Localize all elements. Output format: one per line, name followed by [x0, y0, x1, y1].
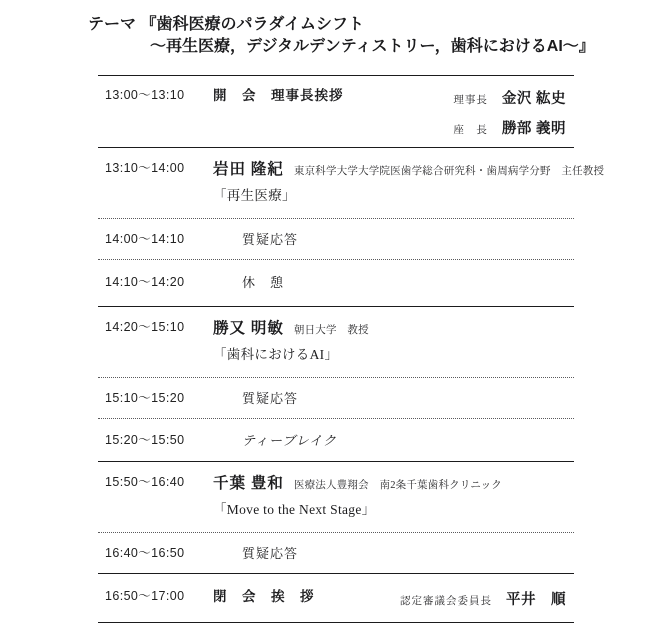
lecture-title: 「Move to the Next Stage」 — [213, 502, 376, 517]
officials-block — [400, 588, 568, 609]
schedule-row-lecture — [98, 148, 605, 218]
schedule-row-lecture — [98, 307, 574, 377]
schedule-row-lecture — [98, 462, 574, 532]
time-range: 15:50～16:40 — [105, 475, 185, 489]
schedule-row-item — [98, 419, 574, 461]
speaker-affiliation: 東京科学大学大学院医歯学総合研究科・歯周病学分野 主任教授 — [293, 166, 605, 177]
session-item: 休 憩 — [242, 275, 285, 290]
official-line — [453, 117, 566, 138]
official-role: 理事長 — [453, 95, 488, 106]
schedule-row-closing — [98, 574, 574, 622]
time-range: 13:10～14:00 — [105, 161, 185, 175]
time-range: 16:50～17:00 — [105, 589, 185, 603]
official-role: 座 長 — [453, 125, 488, 136]
schedule-row-item — [98, 219, 574, 259]
speaker-name: 岩田 隆紀 — [213, 161, 284, 178]
official-name: 金沢 紘史 — [501, 91, 566, 107]
event-title: 閉 会 挨 拶 — [213, 589, 315, 604]
official-name: 勝部 義明 — [501, 121, 566, 137]
theme-line-2: ～再生医療，デジタルデンティストリー，歯科におけるAI～』 — [150, 38, 595, 55]
schedule-row-opening — [98, 76, 574, 147]
page-title — [0, 0, 671, 58]
event-title: 開 会 理事長挨拶 — [213, 88, 344, 103]
time-range: 15:20～15:50 — [105, 433, 185, 447]
schedule-row-item — [98, 378, 574, 418]
lecture-title: 「再生医療」 — [213, 188, 296, 203]
speaker-affiliation: 医療法人豊翔会 南2条千葉歯科クリニック — [293, 480, 503, 491]
time-range: 14:20～15:10 — [105, 320, 185, 334]
session-item: 質疑応答 — [242, 546, 299, 561]
session-item: 質疑応答 — [242, 391, 299, 406]
lecture-title: 「歯科におけるAI」 — [213, 347, 339, 362]
schedule-row-item — [98, 260, 574, 306]
speaker-name: 千葉 豊和 — [213, 475, 284, 492]
time-range: 13:00～13:10 — [105, 88, 185, 102]
official-line — [453, 87, 566, 108]
official-line — [400, 588, 566, 609]
time-range: 16:40～16:50 — [105, 546, 185, 560]
session-item: ティーブレイク — [242, 433, 337, 448]
speaker-affiliation: 朝日大学 教授 — [293, 325, 369, 336]
official-role: 認定審議会委員長 — [400, 596, 492, 607]
officials-block — [453, 87, 568, 138]
speaker-name: 勝又 明敏 — [213, 320, 284, 337]
official-name: 平井 順 — [506, 592, 566, 608]
time-range: 15:10～15:20 — [105, 391, 185, 405]
theme-line-1: テーマ 『歯科医療のパラダイムシフト — [88, 16, 364, 33]
time-range: 14:10～14:20 — [105, 275, 185, 289]
schedule-row-item — [98, 533, 574, 573]
separator-solid — [98, 622, 574, 623]
session-item: 質疑応答 — [242, 232, 299, 247]
time-range: 14:00～14:10 — [105, 232, 185, 246]
schedule-table — [98, 75, 605, 623]
